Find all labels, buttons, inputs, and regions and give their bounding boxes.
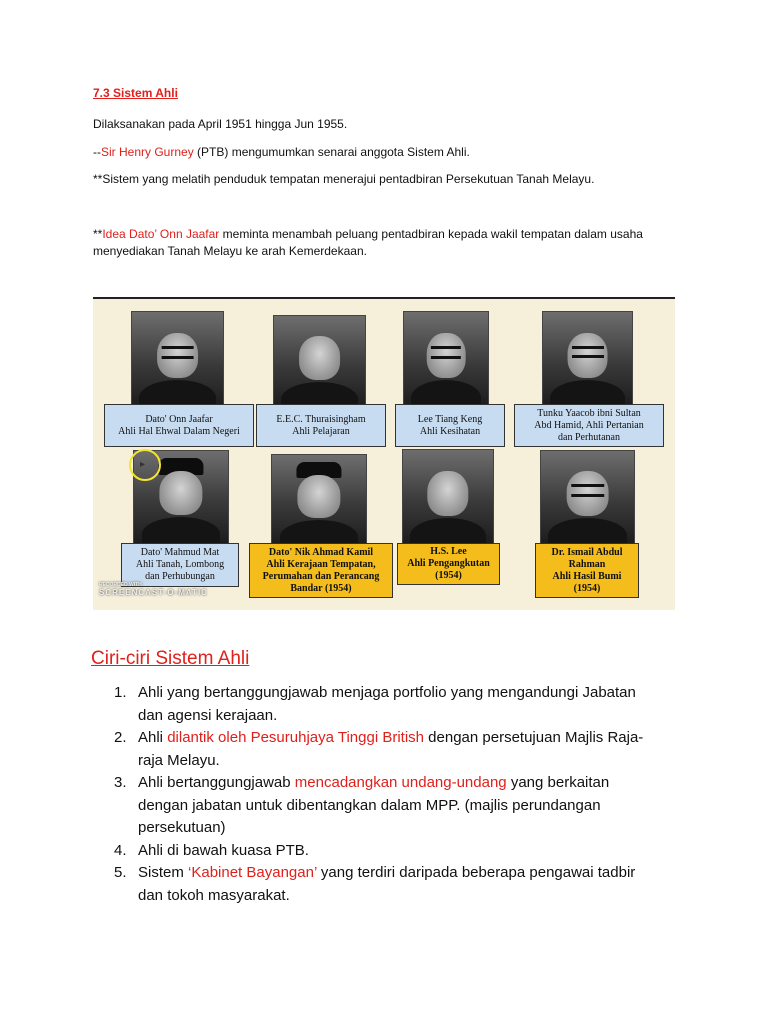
member-label-line: H.S. Lee — [430, 546, 467, 557]
section-heading: 7.3 Sistem Ahli — [93, 86, 178, 100]
feature-number: 5. — [114, 864, 127, 881]
feature-text: Ahli — [138, 729, 168, 746]
onn-idea-highlight: Idea Dato’ Onn Jaafar — [102, 227, 220, 241]
prefix: ** — [93, 227, 103, 241]
feature-number: 3. — [114, 774, 127, 791]
member-label-line: Bandar (1954) — [290, 582, 352, 594]
member-label-line: Dato' Mahmud Mat — [140, 547, 220, 558]
member-photo — [131, 311, 224, 408]
feature-text: Ahli bertanggungjawab — [138, 774, 295, 791]
member-photo — [403, 311, 489, 408]
onn-idea-text — [93, 226, 673, 260]
feature-text: yang terdiri daripada beberapa pengawai tadbir dan tokoh masyarakat. — [138, 864, 636, 904]
member-label — [256, 404, 386, 447]
gurney-announcement-text — [93, 144, 673, 161]
member-label — [514, 404, 664, 447]
feature-highlight: ‘Kabinet Bayangan’ — [188, 864, 317, 881]
feature-text: dengan persetujuan Majlis Raja-raja Melayu. — [138, 729, 644, 769]
member-label-line: Dato' Nik Ahmad Kamil — [268, 546, 374, 558]
member-label-line: Ahli Tanah, Lombong — [135, 559, 225, 570]
member-label-line: Ahli Hal Ehwal Dalam Negeri — [118, 425, 240, 437]
member-photo — [271, 454, 367, 546]
watermark-text: SCREENCAST-O-MATIC — [99, 588, 208, 597]
feature-item — [101, 840, 661, 863]
feature-text: Ahli yang bertanggungjawab menjaga portfolio yang mengandungi Jabatan dan agensi kerajaan. — [138, 684, 636, 724]
member-label-line: Rahman — [568, 558, 606, 570]
member-label-line: Ahli Kesihatan — [419, 425, 481, 437]
system-purpose-text: **Sistem yang melatih penduduk tempatan menerajui pentadbiran Persekutuan Tanah Melayu. — [93, 172, 595, 186]
member-label-line: Ahli Hasil Bumi — [552, 570, 622, 582]
feature-highlight: mencadangkan undang-undang — [294, 774, 507, 791]
feature-item — [101, 682, 661, 727]
cursor-arrow-icon: ▸ — [140, 459, 146, 470]
feature-number: 2. — [114, 729, 127, 746]
member-label-line: Abd Hamid, Ahli Pertanian — [534, 419, 644, 431]
feature-text: Ahli di bawah kuasa PTB. — [138, 841, 309, 859]
member-label-line: Ahli Pelajaran — [292, 425, 350, 437]
feature-item — [101, 727, 661, 772]
prefix: -- — [93, 145, 101, 159]
watermark-caption: RECORDED WITH — [99, 582, 142, 588]
member-label — [121, 543, 239, 587]
member-label-line: dan Perhutanan — [558, 431, 620, 443]
feature-text: yang berkaitan dengan jabatan untuk dibentangkan dalam MPP. (majlis perundangan persekutuan) — [138, 774, 610, 836]
announcement-rest: (PTB) mengumumkan senarai anggota Sistem Ahli. — [193, 145, 470, 159]
member-label-line: E.E.C. Thuraisingham — [276, 413, 366, 425]
member-label-line: Perumahan dan Perancang — [262, 570, 380, 582]
feature-item — [101, 772, 661, 840]
feature-highlight: dilantik oleh Pesuruhjaya Tinggi British — [167, 729, 424, 746]
gurney-name: Sir Henry Gurney — [101, 145, 194, 159]
member-photo — [540, 450, 635, 545]
member-label-line: Dr. Ismail Abdul — [551, 546, 623, 558]
member-label-line: Ahli Kerajaan Tempatan, — [266, 558, 376, 570]
member-label-line: (1954) — [435, 570, 462, 581]
member-photo — [273, 315, 366, 408]
member-label-line: Dato' Onn Jaafar — [145, 413, 213, 425]
member-photo — [402, 449, 494, 545]
feature-text: Sistem — [138, 864, 189, 881]
member-label-line: dan Perhubungan — [145, 571, 215, 582]
section-title: Ciri-ciri Sistem Ahli — [91, 648, 250, 669]
feature-number: 4. — [114, 841, 127, 859]
member-label — [249, 543, 393, 598]
member-label — [104, 404, 254, 447]
member-label-line: Lee Tiang Keng — [417, 413, 483, 425]
features-list — [101, 682, 661, 907]
member-label — [395, 404, 505, 447]
member-label — [535, 543, 639, 598]
member-label — [397, 543, 500, 585]
members-photo-figure — [93, 297, 675, 610]
screencast-watermark — [99, 582, 208, 597]
feature-number: 1. — [114, 684, 127, 701]
member-photo — [542, 311, 633, 407]
member-label-line: Ahli Pengangkutan — [407, 558, 490, 569]
member-label-line: (1954) — [573, 582, 601, 594]
onn-idea-rest: meminta menambah peluang pentadbiran kepada wakil tempatan dalam usaha menyediakan Tanah Melayu ke arah Kemerdekaan. — [93, 227, 643, 258]
feature-item — [101, 862, 661, 907]
member-label-line: Tunku Yaacob ibni Sultan — [537, 407, 641, 419]
intro-date-text: Dilaksanakan pada April 1951 hingga Jun 1955. — [93, 117, 348, 131]
